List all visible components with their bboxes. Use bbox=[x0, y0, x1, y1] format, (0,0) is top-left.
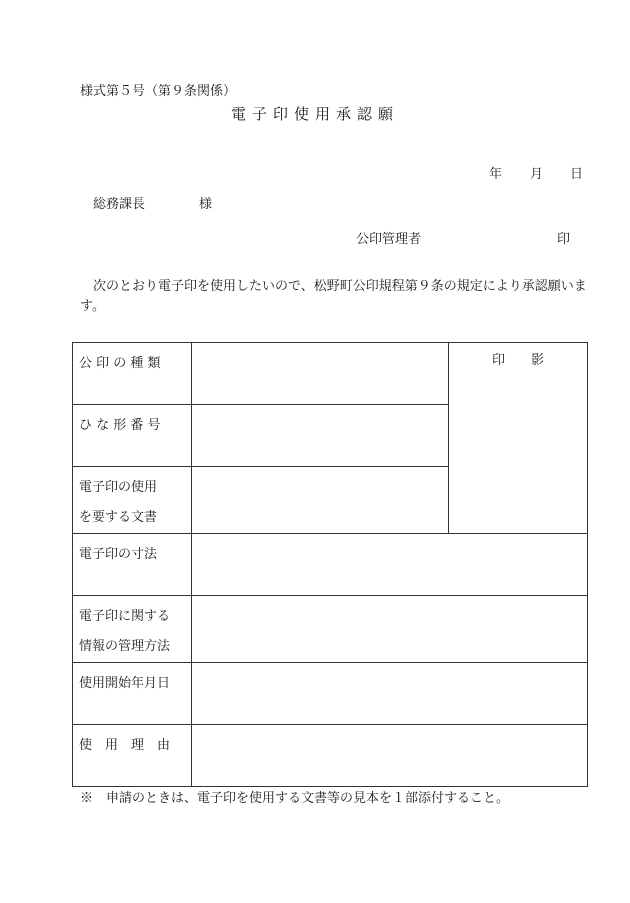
row-value-template-number[interactable] bbox=[192, 405, 449, 467]
table-row bbox=[73, 596, 588, 663]
row-label-line: 電子印の使用 bbox=[79, 480, 158, 495]
row-value-start-date[interactable] bbox=[192, 663, 588, 725]
table-row bbox=[73, 343, 588, 405]
row-value-info-management[interactable] bbox=[192, 596, 588, 663]
seal-impression-cell bbox=[449, 343, 588, 534]
row-value-seal-size[interactable] bbox=[192, 534, 588, 596]
row-label-line: ひ な 形 番 号 bbox=[79, 418, 161, 433]
row-label-seal-size bbox=[73, 534, 192, 596]
table-row bbox=[73, 725, 588, 787]
addressee-honorific: 様 bbox=[199, 197, 213, 212]
document-title: 電子印使用承認願 bbox=[230, 105, 399, 123]
table-row bbox=[73, 534, 588, 596]
row-label-start-date bbox=[73, 663, 192, 725]
date-year-label: 年 bbox=[489, 167, 503, 182]
row-label-seal-type bbox=[73, 343, 192, 405]
row-value-target-documents[interactable] bbox=[192, 467, 449, 534]
row-label-line: を要する文書 bbox=[79, 510, 158, 525]
applicant-seal-mark: 印 bbox=[557, 232, 571, 247]
form-number: 様式第５号（第９条関係） bbox=[80, 84, 237, 99]
applicant-label: 公印管理者 bbox=[356, 232, 422, 247]
footnote: ※ 申請のときは、電子印を使用する文書等の見本を１部添付すること。 bbox=[80, 791, 510, 806]
row-value-seal-type[interactable] bbox=[192, 343, 449, 405]
row-label-target-documents bbox=[73, 467, 192, 534]
row-label-line: 使 用 理 由 bbox=[79, 738, 171, 753]
row-label-line: 電子印の寸法 bbox=[79, 547, 158, 562]
row-label-line: 公 印 の 種 類 bbox=[79, 356, 161, 371]
request-body-text: 次のとおり電子印を使用したいので、松野町公印規程第９条の規定により承認願います。 bbox=[80, 279, 587, 314]
row-value-reason[interactable] bbox=[192, 725, 588, 787]
table-row bbox=[73, 663, 588, 725]
addressee-title: 総務課長 bbox=[93, 197, 146, 212]
date-month-label: 月 bbox=[530, 167, 544, 182]
row-label-info-management bbox=[73, 596, 192, 663]
row-label-reason bbox=[73, 725, 192, 787]
row-label-template-number bbox=[73, 405, 192, 467]
date-day-label: 日 bbox=[570, 167, 584, 182]
row-label-line: 使用開始年月日 bbox=[79, 676, 171, 691]
row-label-line: 情報の管理方法 bbox=[79, 639, 171, 654]
row-label-line: 電子印に関する bbox=[79, 609, 171, 624]
seal-impression-header: 印 影 bbox=[491, 353, 544, 368]
application-table bbox=[72, 342, 588, 787]
